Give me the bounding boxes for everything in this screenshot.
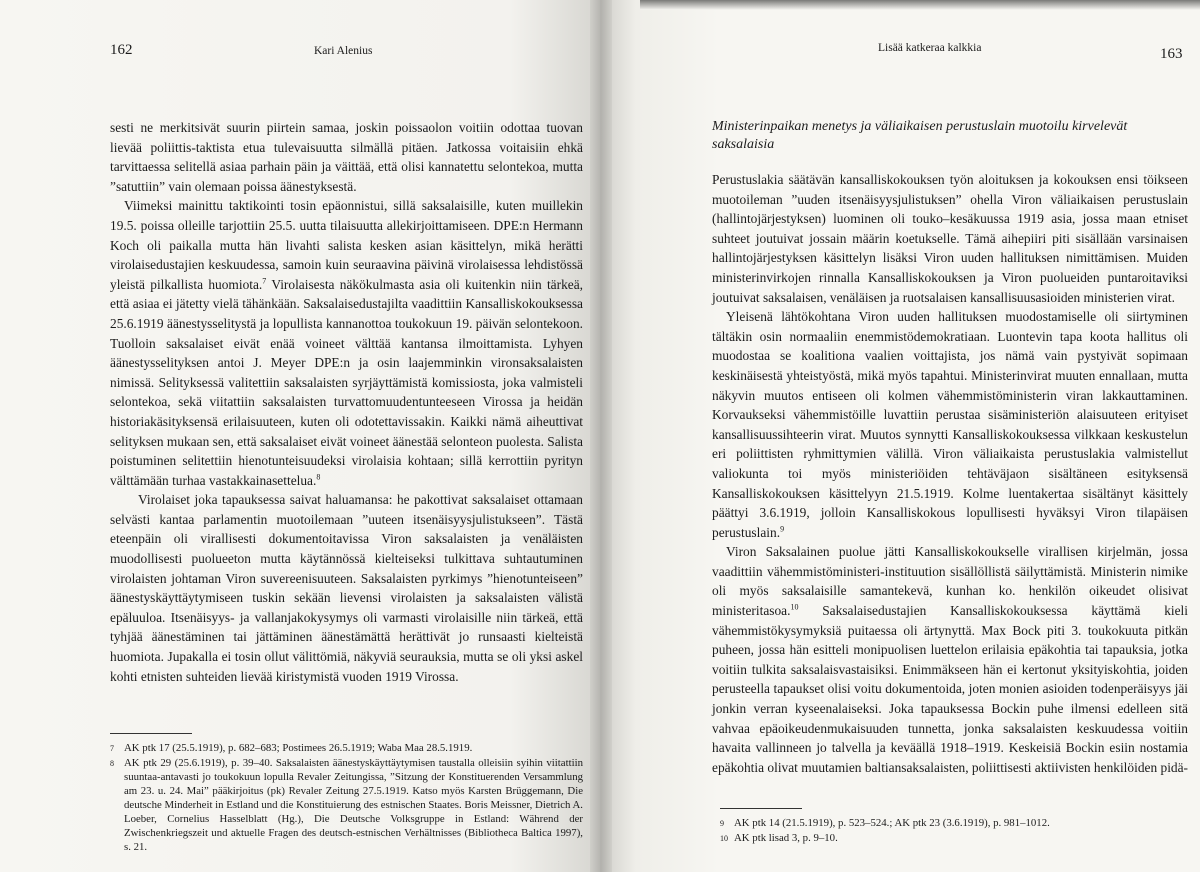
section-heading: Ministerinpaikan menetys ja väliaikaisen perustuslain muotoilu kirvelevät saksalaisia xyxy=(712,119,1128,152)
footnote-9-text: AK ptk 14 (21.5.1919), p. 523–524.; AK ptk 23 (3.6.1919), p. 981–1012. xyxy=(734,817,1050,829)
right-footnote-rule xyxy=(720,808,802,809)
right-paragraph-2-text: Yleisenä lähtökohtana Viron uuden hallituksen muodostamiselle oli siirtyminen tältäkin osin normaaliin enemmistödemokratiaan. Luontevin tapa koota hallitus oli muodostaa se koalitiona vaalien voittajista, jos nämä vain pystyivät sopimaan keskinäisestä yhteistyöstä, mikä myös tapahtui. Ministerinvirat muuten ennallaan, mutta näkyvin muutos entiseen oli kolmen vähemmistöministerin viran lakkauttaminen. Korvaukseksi vähemmistöille luvattiin perustaa sisäministeriön alaisuuteen erityiset kansallisuussihteerin virat. Muutos synnytti Kansalliskokouksessa vilkkaan keskustelun eri poliittisten ryhmittymien välillä. Viron väliaikaista perustuslakia valmistellut valiokunta toi myös ministeriöiden tehtäväjaon sisältäneen esityksensä Kansalliskokouksen käsittelyyn 21.5.1919. Kolme luentakertaa sisältänyt käsittely päättyi 3.6.1919, jolloin Kansalliskokous lopullisesti hyväksyi Viron tilapäisen perustuslain. xyxy=(712,309,1188,540)
footnote-ref-9[interactable]: 9 xyxy=(780,524,785,534)
footnote-7-text: AK ptk 17 (25.5.1919), p. 682–683; Postimees 26.5.1919; Waba Maa 28.5.1919. xyxy=(124,742,473,754)
left-paragraph-1 xyxy=(110,118,583,196)
left-paragraph-2 xyxy=(110,196,583,490)
page-edge-shadow xyxy=(640,0,1200,10)
left-footnote-rule xyxy=(110,733,192,734)
left-running-head: Kari Alenius xyxy=(314,45,373,57)
right-paragraph-3-tail: Saksalaisedustajien Kansalliskokouksessa käyttämä kieli vähemmistökysymyksiä puitaessa oli ärtynyttä. Max Bock piti 3. toukokuuta pitkän puheen, jossa hän esitteli monipuolisen luettelon erilaisia epäkohtia tai tapauksia, jotka voitiin tulkita saksalaisvastaisiksi. Enimmäkseen hän ei kertonut yksityiskohtia, joiden perusteella tapaukset olisi voitu dokumentoida, joten monien asioiden todenperäisyys jäi jonkin verran kyseenalaiseksi. Joka tapauksessa Bockin puhe ilmensi edelleen sitä vahvaa epäoikeudenmukaisuuden tunnetta, jonka saksalaisten keskuudessa voitiin havaita vallinneen jo talvella ja keväällä 1918–1919. Keskeisiä Bockin esiin nostamia epäkohtia olivat muutamien baltiansaksalaisten, poliittisesti aktiivisten henkilöiden pidä- xyxy=(712,603,1189,775)
book-gutter xyxy=(590,0,612,872)
footnote-10-number: 10 xyxy=(720,834,728,843)
footnote-7-number: 7 xyxy=(110,744,114,753)
footnote-10 xyxy=(720,831,1188,846)
right-footnotes xyxy=(720,816,1188,846)
left-paragraph-2-text: Viimeksi mainittu taktikointi tosin epäonnistui, sillä saksalaisille, kuten muillekin 19.5. poissa olleille tarjottiin 25.5. uutta tilaisuutta allekirjoittamiseen. DPE:n Hermann Koch oli paikalla mutta hän livahti salista kesken asian käsittelyn, mikä herätti virolaisedustajien keskuudessa, samoin kuin seuraavina päivinä virolaisessa lehdistössä yleistä pilkallista huomiota. xyxy=(110,198,583,292)
right-paragraph-1-text: Perustuslakia säätävän kansalliskokouksen työn aloituksen ja kokouksen ensi töikseen muotoileman ”uuden itsenäisyysjulistuksen” ohella Viron väliaikaisen perustuslain (hallintojärjestyksen) luominen oli touko–kesäkuussa 1919 asia, jossa maan etniset suhteet joutuivat jossain määrin koetukselle. Tämä aihepiiri piti sisällään varsinaisen hallintojärjestyksen käsittelyn lisäksi Viron uuden hallituksen nimittämisen. Muiden ministerinvirkojen rinnalla Kansalliskokouksen ja Viron puolueiden puntaroitaviksi joutuivat saksalaisen, venäläisen ja ruotsalaisen kansallisuusasioiden ministerien virat. xyxy=(712,172,1188,305)
left-paragraph-3-text: Virolaiset joka tapauksessa saivat haluamansa: he pakottivat saksalaiset ottamaan selvästi kantaa parlamentin muotoilemaan ”uuteen itsenäisyysjulistukseen”. Tästä eteenpäin oli virallisesti dokumentoitavissa Viron saksalaisten ja venäläisten muodollisesti puolueeton mutta käytännössä kielteiseksi tulkittava suhtautuminen virolaisten johtaman Viron suvereenisuuteen. Saksalaisten pyrkimys ”hienotunteiseen” äänestyskäyttäytymiseen tuskin sekään lievensi virolaisten ja saksalaisten välistä epäluuloa. Itsenäisyys- ja vallanjakokysymys oli varmasti virolaisille niin tärkeä, että tyhjää äänestäminen tai jättäminen äänestämättä herättivät jo runsaasti kielteistä huomiota. Jupakalla ei tosin ollut välittömiä, näkyviä seurauksia, mutta se oli yksi askel kohti etnisten suhteiden lievää kiristymistä vuoden 1919 Virossa. xyxy=(110,492,583,684)
footnote-9 xyxy=(720,816,1188,831)
right-paragraph-3 xyxy=(712,542,1188,777)
footnote-ref-7[interactable]: 7 xyxy=(262,276,267,286)
right-running-head: Lisää katkeraa kalkkia xyxy=(878,42,982,54)
footnote-ref-8[interactable]: 8 xyxy=(316,472,321,482)
footnote-8 xyxy=(110,756,583,854)
left-paragraph-3 xyxy=(110,490,583,686)
right-paragraph-3-text: Viron Saksalainen puolue jätti Kansalliskokoukselle virallisen kirjelmän, jossa vaadittiin vähemmistöministeri-instituution sisällöllistä säilyttämistä. Ministerin nimike oli myös saksalaisille samantekevä, kunhan ko. henkilön oikeudet olisivat ministeritasoa. xyxy=(712,544,1188,619)
left-body-text xyxy=(110,118,583,686)
right-page-number: 163 xyxy=(1160,46,1183,62)
left-page-number: 162 xyxy=(110,42,133,58)
left-footnotes xyxy=(110,741,583,854)
footnote-9-number: 9 xyxy=(720,819,724,828)
right-paragraph-2 xyxy=(712,307,1188,542)
footnote-8-text: AK ptk 29 (25.6.1919), p. 39–40. Saksalaisten äänestyskäyttäytymisen taustalla olleisiin syihin viitattiin suuntaa-antavasti jo toukokuun lopulla Revaler Zeitungissa, ”Sitzung der Konstituerenden Versammlung am 23. u. 24. Mai” pääkirjoitus (pk) Revaler Zeitung 27.5.1919. Katso myös Karsten Brüggemann, Die deutsche Minderheit in Estland und die Konstituierung des estnischen Staates. Boris Meissner, Dietrich A. Loeber, Cornelius Hasselblatt (Hg.), Die Deutsche Volksgruppe in Estland: Während der Zwischenkriegszeit und aktuelle Fragen des deutsch-estnischen Verhältnisses (Bibliotheca Baltica 1997), s. 21. xyxy=(124,757,583,853)
footnote-10-text: AK ptk lisad 3, p. 9–10. xyxy=(734,832,838,844)
left-paragraph-2-tail: Virolaisesta näkökulmasta asia oli kuitenkin niin tärkeä, että asiaa ei jätetty vielä tähänkään. Saksalaisedustajilta vaadittiin Kansalliskokouksessa 25.6.1919 äänestysselitystä ja lopullista kannanottoa toukokuun 19. päivän selontekoon. Tuolloin saksalaiset eivät enää voineet välttää kantansa ilmoittamista. Lyhyen äänestysselityksen antoi J. Meyer DPE:n ja osin laajemminkin vironsaksalaisten nimissä. Selityksessä valitettiin saksalaisten syrjäyttämistä komissiosta, joka valmisteli selontekoa, sekä viitattiin saksalaisten turvattomuudentunteeseen Virossa ja heidän historiakäsityksensä erilaisuuteen, kuten oli odotettavissakin. Kaikki nämä aiheuttivat selityksen mukaan sen, että saksalaiset eivät voineet äänestää selonteon puolesta. Salista poistuminen selitettiin hienotunteisuudeksi virolaisia kohtaan; sillä kerrottiin pyrityn välttämään turhaa vastakkainasettelua. xyxy=(110,276,584,488)
footnote-7 xyxy=(110,741,583,756)
right-body-text xyxy=(712,170,1188,777)
right-paragraph-1 xyxy=(712,170,1188,307)
left-paragraph-1-text: sesti ne merkitsivät suurin piirtein samaa, joskin poissaolon voitiin odottaa tuovan lievää poliittis-taktista etua tulevaisuutta silmällä pitäen. Jatkossa voitaisiin ehkä tarvittaessa selitellä asiaa parhain päin ja väittää, että olisi kannatettu selontekoa, mutta ”satuttiin” vain olemaan poissa äänestyksestä. xyxy=(110,120,583,194)
footnote-8-number: 8 xyxy=(110,759,114,768)
footnote-ref-10[interactable]: 10 xyxy=(790,602,799,612)
